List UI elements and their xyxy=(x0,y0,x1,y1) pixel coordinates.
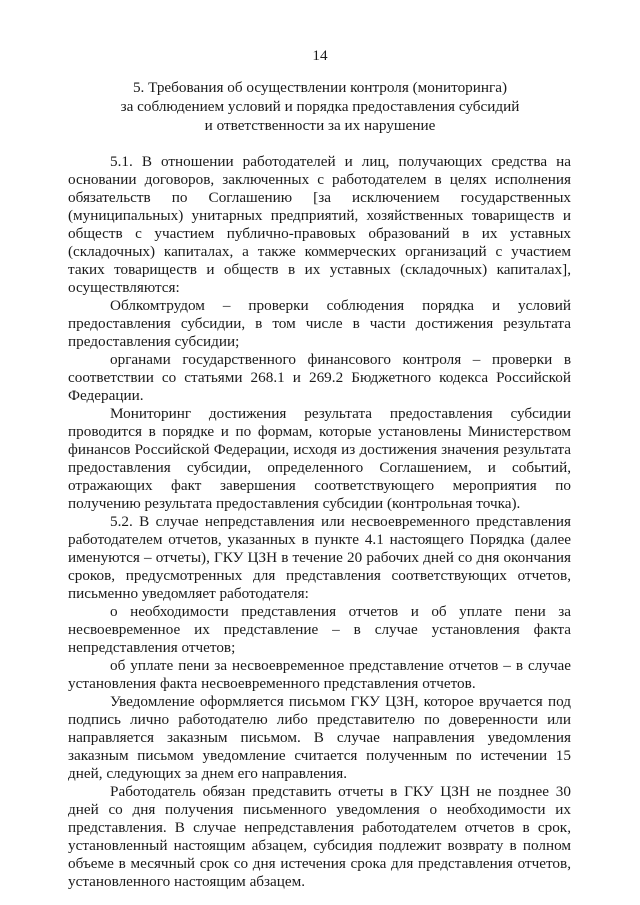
paragraph-employer-obligation: Работодатель обязан представить отчеты в ГКУ ЦЗН не позднее 30 дней со дня получения письменного уведомления о необходимости их представления. В случае непредставления работодателем отчетов в срок, установленный настоящим абзацем, субсидия подлежит возврату в полном объеме в месячный срок со дня истечения срока для представления отчетов, установленного настоящим абзацем. xyxy=(68,783,571,890)
section-heading xyxy=(70,78,570,135)
paragraph-monitoring: Мониторинг достижения результата предоставления субсидии проводится в порядке и по формам, которые установлены Министерством финансов Российской Федерации, исходя из достижения значения результата предоставления субсидии, определенного Соглашением, и событий, отражающих факт завершения соответствующего мероприятия по получению результата предоставления субсидии (контрольная точка). xyxy=(68,405,571,512)
paragraph-notification: Уведомление оформляется письмом ГКУ ЦЗН, которое вручается под подпись лично работодателю либо представителю по доверенности или направляется заказным письмом. В случае направления уведомления заказным письмом уведомление считается полученным по истечении 15 дней, следующих за днем его направления. xyxy=(68,693,571,782)
section-heading-line-1: 5. Требования об осуществлении контроля (мониторинга) xyxy=(132,79,508,96)
document-body xyxy=(68,153,571,891)
section-heading-line-2: за соблюдением условий и порядка предоставления субсидий xyxy=(120,98,520,115)
page-number: 14 xyxy=(312,47,328,64)
paragraph-notice-non-submission: о необходимости представления отчетов и об уплате пени за несвоевременное их представление – в случае установления факта непредставления отчетов; xyxy=(68,603,571,656)
section-heading-line-3: и ответственности за их нарушение xyxy=(204,117,436,134)
paragraph-state-control: органами государственного финансового контроля – проверки в соответствии со статьями 268.1 и 269.2 Бюджетного кодекса Российской Федерации. xyxy=(68,351,571,404)
paragraph-notice-late-submission: об уплате пени за несвоевременное представление отчетов – в случае установления факта несвоевременного представления отчетов. xyxy=(68,657,571,692)
paragraph-5-2: 5.2. В случае непредставления или несвоевременного представления работодателем отчетов, указанных в пункте 4.1 настоящего Порядка (далее именуются – отчеты), ГКУ ЦЗН в течение 20 рабочих дней со дня окончания сроков, предусмотренных для представления соответствующих отчетов, письменно уведомляет работодателя: xyxy=(68,513,571,602)
paragraph-5-1: 5.1. В отношении работодателей и лиц, получающих средства на основании договоров, заключенных с работодателем в целях исполнения обязательств по Соглашению [за исключением государственных (муниципальных) унитарных предприятий, хозяйственных товариществ и обществ с участием публично-правовых образований в их уставных (складочных) капиталах, а также коммерческих организаций с участием таких товариществ и обществ в их уставных (складочных) капиталах], осуществляются: xyxy=(68,153,571,296)
paragraph-oblkomtrud: Облкомтрудом – проверки соблюдения порядка и условий предоставления субсидии, в том числе в части достижения результата предоставления субсидии; xyxy=(68,297,571,350)
